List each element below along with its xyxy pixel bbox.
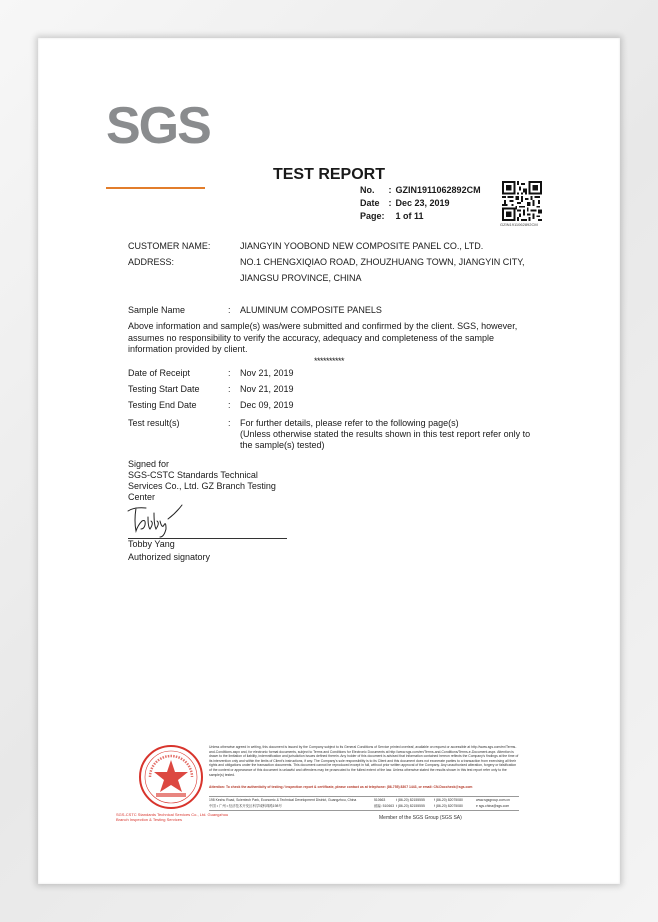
report-meta xyxy=(358,183,483,222)
postcode-en: 510663 xyxy=(374,798,386,802)
testing-start-label: Testing Start Date xyxy=(128,384,200,394)
test-result-label: Test result(s) xyxy=(128,418,180,428)
sample-name-value: ALUMINUM COMPOSITE PANELS xyxy=(240,305,382,315)
email-cn: e sgs.china@sgs.com xyxy=(476,804,510,808)
footer-divider xyxy=(209,796,519,797)
sgs-logo xyxy=(106,97,210,155)
report-title: TEST REPORT xyxy=(272,166,385,183)
tel-en: t (86-20) 82155555 xyxy=(396,798,425,802)
signatory-name: Tobby Yang xyxy=(128,539,175,549)
footer-divider-2 xyxy=(209,810,519,811)
sample-colon: : xyxy=(228,305,231,315)
address-en: 198 Kezhu Road, Scientech Park, Economic & Technical Development District, Guangzhou, China xyxy=(209,798,357,802)
signed-for-line-4: Center xyxy=(128,492,156,502)
qr-code-icon xyxy=(502,181,542,221)
testing-end-label: Testing End Date xyxy=(128,400,197,410)
certificate-paper xyxy=(44,44,614,878)
date-colon: : xyxy=(228,384,231,394)
qr-caption: GZIN1911062892CM xyxy=(500,222,538,227)
date-of-receipt-label: Date of Receipt xyxy=(128,368,191,378)
sample-name-label: Sample Name xyxy=(128,305,186,315)
signatory-role: Authorized signatory xyxy=(128,552,211,562)
report-page-label: Page: xyxy=(360,210,385,221)
separator: ********** xyxy=(313,356,345,366)
signed-for-line-1: Signed for xyxy=(128,459,170,469)
address-label: ADDRESS: xyxy=(128,257,175,267)
report-no-value: GZIN1911062892CM xyxy=(395,184,481,195)
customer-name-value: JIANGYIN YOOBOND NEW COMPOSITE PANEL CO., LTD. xyxy=(240,241,484,251)
terms-text: Unless otherwise agreed in writing, this document is issued by the Company subject to its General Conditions of Service printed overleaf, available on request or accessible at http://www.sgs.com/en/Terms-and-Conditions.aspx and, for electronic format documents, subject to Terms and Conditions for Electronic Documents at http://www.sgs.com/en/Terms-and-Conditions/Terms-e-Document.aspx. Attention is drawn to the limitation of liability, indemnification and jurisdiction issues defined therein. Any holder of this document is advised that information contained hereon reflects the Company's findings at the time of its intervention only and within the limits of Client's instructions, if any. The Company's sole responsibility is to its Client and this document does not exonerate parties to a transaction from exercising all their rights and obligations under the transaction documents. This document cannot be reproduced except in full, without prior written approval of the Company. Any unauthorized alteration, forgery or falsification of the content or appearance of this document is unlawful and offenders may be prosecuted to the fullest extent of the law. Unless otherwise stated the results shown in this test report refer only to the sample(s) tested. xyxy=(209,745,519,777)
testing-start-value: Nov 21, 2019 xyxy=(240,384,294,394)
seal-caption: SGS-CSTC Standards Technical Services Co., Ltd. Guangzhou Branch Inspection & Testing Services xyxy=(116,812,229,822)
date-of-receipt-value: Nov 21, 2019 xyxy=(240,368,294,378)
fax-cn: f (86-20) 82075080 xyxy=(434,804,463,808)
report-page-value: 1 of 11 xyxy=(395,210,424,221)
test-result-line-2: (Unless otherwise stated the results shown in this test report refer only to xyxy=(240,429,531,439)
member-of-sgs-group: Member of the SGS Group (SGS SA) xyxy=(379,815,462,821)
date-colon: : xyxy=(228,400,231,410)
report-no-label: No. xyxy=(360,184,375,195)
logo-underline xyxy=(106,187,205,189)
report-date-label: Date xyxy=(360,197,380,208)
postcode-cn: 邮编: 510663 xyxy=(374,804,394,808)
sample-disclaimer: Above information and sample(s) was/were submitted and confirmed by the client. SGS, however, assumes no responsibility to verify the accuracy, adequacy and completeness of the sample information provided by client. xyxy=(128,321,518,354)
result-colon: : xyxy=(228,418,231,428)
customer-name-label: CUSTOMER NAME: xyxy=(128,241,211,251)
fax-en: f (86-20) 82075080 xyxy=(434,798,463,802)
tel-cn: t (86-20) 82155555 xyxy=(396,804,425,808)
meta-colon: : xyxy=(388,184,392,195)
authenticity-notice: Attention: To check the authenticity of testing / inspection report & certificate, please contact us at telephone: (86-755) 8307 1443, or email: CN.Doccheck@sgs.com xyxy=(209,785,473,789)
meta-colon: : xyxy=(388,197,392,208)
test-result-line-3: the sample(s) tested) xyxy=(240,440,325,450)
sgs-logo-text: SGS xyxy=(106,97,210,155)
address-cn: 中国 • 广州 • 经济技术开发区科学城科珠路198号 xyxy=(209,804,282,808)
signed-for-line-3: Services Co., Ltd. GZ Branch Testing xyxy=(128,481,276,491)
signed-for-line-2: SGS-CSTC Standards Technical xyxy=(128,470,258,480)
company-seal-icon xyxy=(138,744,204,810)
report-date-value: Dec 23, 2019 xyxy=(395,197,450,208)
test-result-line-1: For further details, please refer to the following page(s) xyxy=(240,418,459,428)
address-line-2: JIANGSU PROVINCE, CHINA xyxy=(240,273,362,283)
handwritten-signature xyxy=(124,499,188,539)
testing-end-value: Dec 09, 2019 xyxy=(240,400,294,410)
address-line-1: NO.1 CHENGXIQIAO ROAD, ZHOUZHUANG TOWN, JIANGYIN CITY, xyxy=(240,257,525,267)
web-en: www.sgsgroup.com.cn xyxy=(476,798,510,802)
date-colon: : xyxy=(228,368,231,378)
